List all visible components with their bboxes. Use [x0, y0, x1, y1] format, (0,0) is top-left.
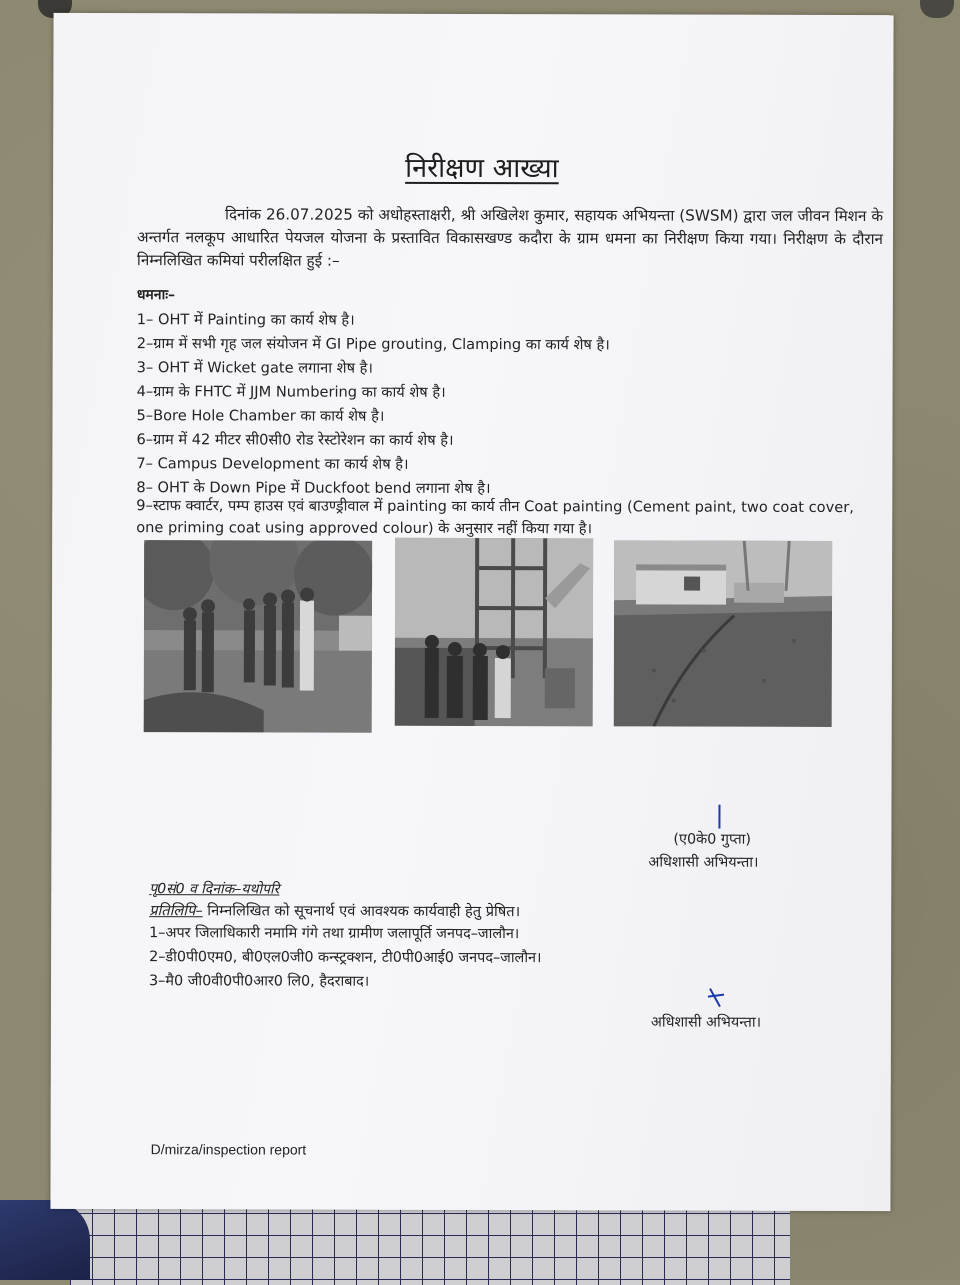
copy-recipients	[149, 923, 542, 996]
pump-house-campus-icon	[614, 540, 832, 727]
signature-mark	[717, 805, 721, 829]
photo-oht-tower	[395, 538, 593, 727]
list-item: 4–ग्राम के FHTC में JJM Numbering का कार्य शेष है।	[137, 381, 446, 402]
document-title: निरीक्षण आख्या	[405, 148, 559, 185]
intro-paragraph: दिनांक 26.07.2025 को अधोहस्ताक्षरी, श्री अखिलेश कुमार, सहायक अभियन्ता (SWSM) द्वारा जल जीवन मिशन के अन्तर्गत नलकूप आधारित पेयजल योजना के प्रस्तावित विकासखण्ड कदौरा के ग्राम धमना का निरीक्षण किया गया। निरीक्षण के दौरान निम्नलिखित कमियां परीलक्षित हुई :–	[137, 203, 883, 274]
list-item: 8– OHT के Down Pipe में Duckfoot bend लगाना शेष है।	[136, 477, 490, 498]
deficiency-list	[137, 309, 887, 311]
list-item: 2–डी0पी0एम0, बी0एल0जी0 कन्स्ट्रक्शन, टी0पी0आई0 जनपद–जालौन।	[149, 947, 541, 972]
file-reference: D/mirza/inspection report	[151, 1141, 307, 1157]
list-item: 1– OHT में Painting का कार्य शेष है।	[137, 309, 355, 330]
list-item: 3–मै0 जी0वी0पी0आर0 लि0, हैदराबाद।	[149, 971, 541, 996]
reference-line: पृ0सं0 व दिनांक–यथोपरि	[149, 879, 279, 898]
list-item: 3– OHT में Wicket gate लगाना शेष है।	[137, 357, 373, 378]
list-item: 9–स्टाफ क्वार्टर, पम्प हाउस एवं बाउण्ड्रीवाल में painting का कार्य तीन Coat painting (Cement paint, two coat cover, one priming coat using approved colour) के अनुसार नहीं किया गया है।	[136, 495, 882, 541]
list-item: 7– Campus Development का कार्य शेष है।	[136, 453, 408, 474]
list-item: 1–अपर जिलाधिकारी नमामि गंगे तथा ग्रामीण जलापूर्ति जनपद–जालौन।	[149, 923, 541, 948]
initial-mark	[706, 987, 726, 1009]
photo-site-group	[144, 540, 373, 733]
signatory-title: अधिशासी अभियन्ता।	[648, 852, 758, 871]
blue-cloth	[0, 1200, 90, 1280]
copy-heading	[149, 900, 520, 921]
copy-heading-text: निम्नलिखित को सूचनार्थ एवं आवश्यक कार्यवाही हेतु प्रेषित।	[203, 902, 520, 920]
village-label: धमनाः–	[137, 285, 175, 304]
list-item: 6–ग्राम में 42 मीटर सी0सी0 रोड रेस्टोरेशन का कार्य शेष है।	[136, 429, 453, 450]
people-at-site-icon	[144, 540, 373, 733]
copy-label: प्रतिलिपि–	[149, 902, 202, 919]
photo-campus	[614, 540, 832, 727]
signatory-name: (ए0के0 गुप्ता)	[673, 830, 751, 849]
list-item: 5–Bore Hole Chamber का कार्य शेष है।	[136, 405, 384, 426]
signatory-title-2: अधिशासी अभियन्ता।	[651, 1012, 761, 1031]
water-tank-tower-icon	[395, 538, 593, 727]
list-item: 2–ग्राम में सभी गृह जल संयोजन में GI Pipe grouting, Clamping का कार्य शेष है।	[137, 333, 610, 354]
inspection-report-page	[50, 13, 893, 1211]
